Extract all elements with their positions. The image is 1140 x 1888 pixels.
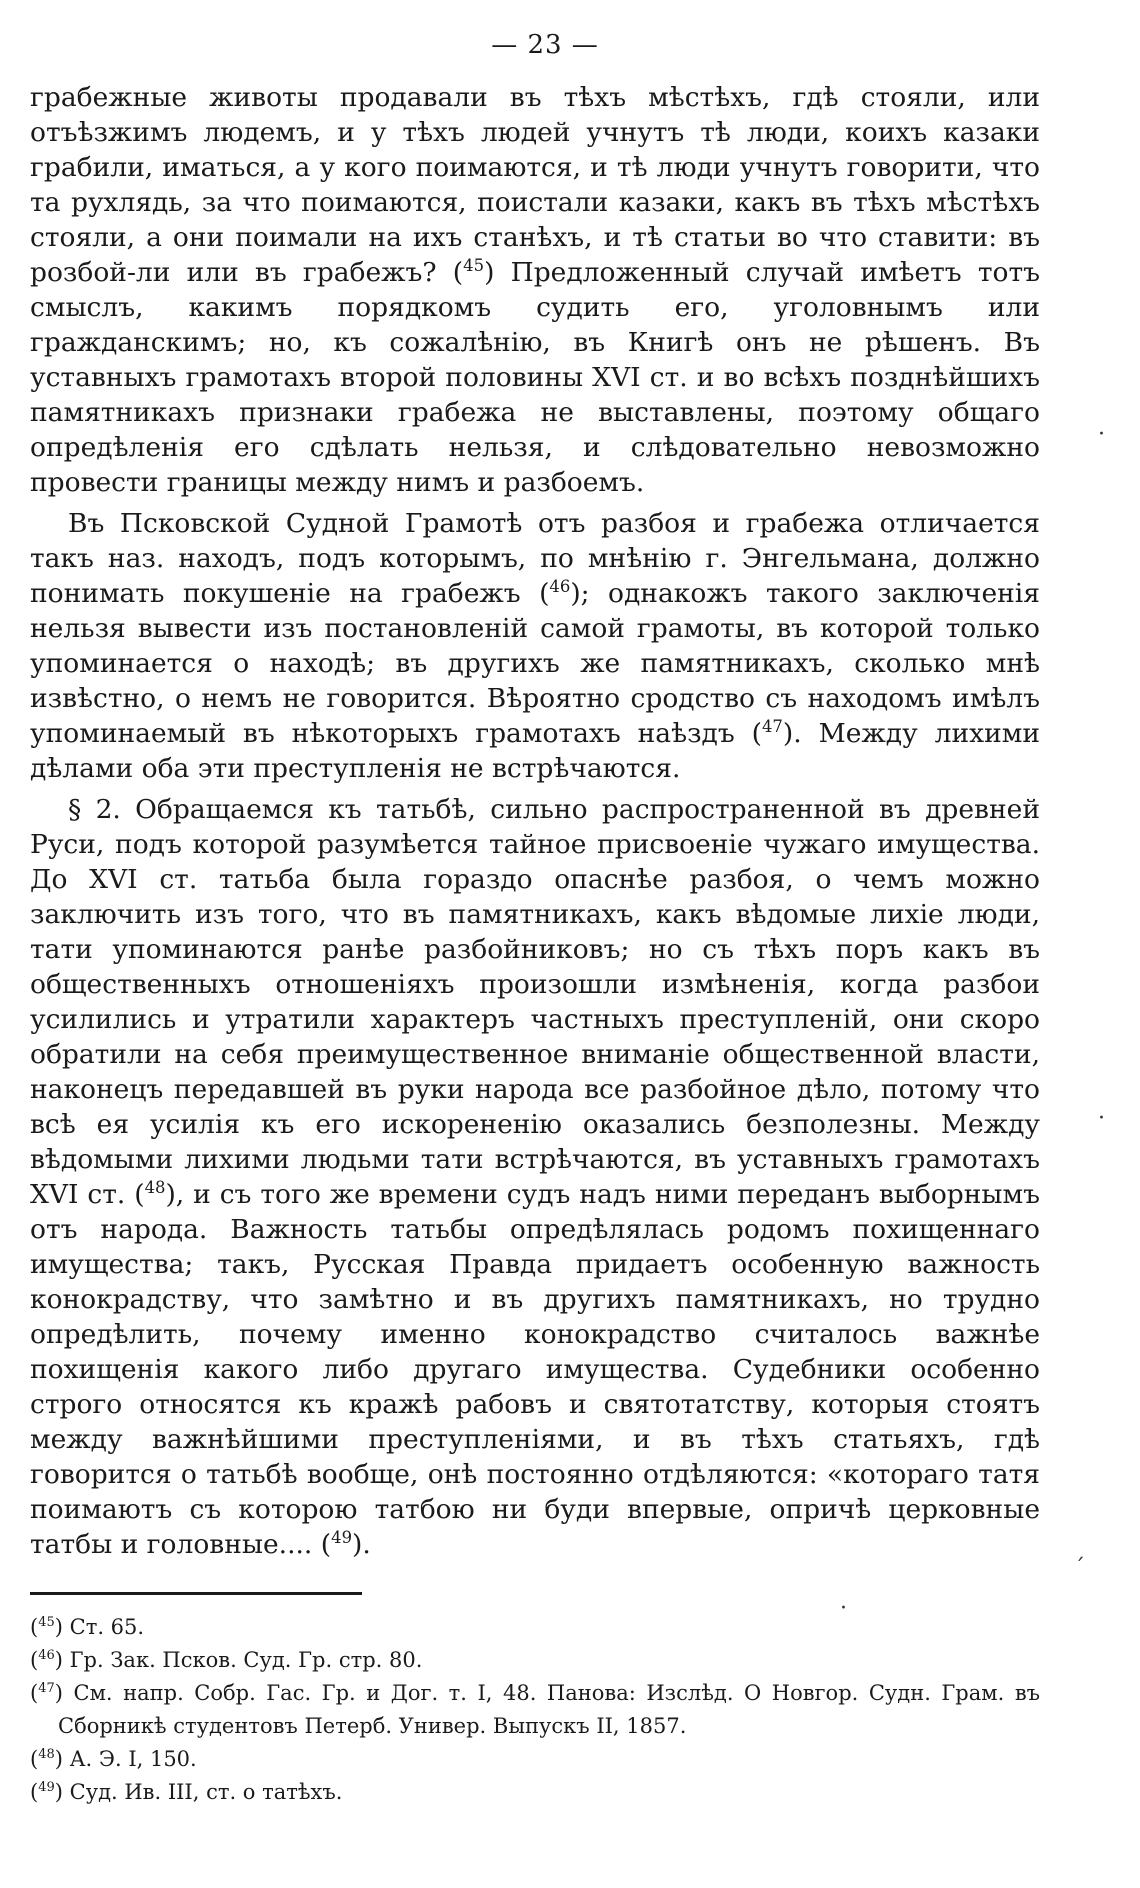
footnote-text: Суд. Ив. III, ст. о татѣхъ.: [69, 1780, 343, 1804]
paragraph-3: [30, 792, 1040, 1562]
footnote-ref-47[interactable]: 47: [761, 717, 783, 737]
body-text: [30, 80, 1040, 1562]
footnote-ref-46[interactable]: 46: [549, 577, 571, 597]
paragraph-2-text-3: ). Между лихими дѣлами оба эти преступленія не встрѣчаются.: [30, 718, 1041, 784]
footnote-text: А. Э. I, 150.: [69, 1747, 197, 1771]
paragraph-1-text-1: грабежные животы продавали въ тѣхъ мѣстѣхъ, гдѣ стояли, или отъѣзжимъ людемъ, и у тѣхъ людей учнутъ тѣ люди, коихъ казаки грабили, иматься, а у кого поимаются, и тѣ люди учнутъ говорити, что та рухлядь, за что поимаются, поистали казаки, какъ въ тѣхъ мѣстѣхъ стояли, а они поимали на ихъ станѣхъ, и тѣ статьи во что ставити: въ розбой-ли или въ грабежъ? (: [30, 82, 1040, 288]
paragraph-3-text-1: § 2. Обращаемся къ татьбѣ, сильно распространенной въ древней Руси, подъ которой разумѣется тайное присвоеніе чужаго имущества. До XVI ст. татьба была гораздо опаснѣе разбоя, о чемъ можно заключить изъ того, что въ памятникахъ, какъ вѣдомые лихіе люди, тати упоминаются ранѣе разбойниковъ; но съ тѣхъ поръ какъ въ общественныхъ отношеніяхъ произошли измѣненія, когда разбои усилились и утратили характеръ частныхъ преступленій, они скоро обратили на себя преимущественное вниманіе общественной власти, наконецъ передавшей въ руки народа все разбойное дѣло, потому что всѣ ея усилія къ его искорененію оказались безполезны. Между вѣдомыми лихими людьми тати встрѣчаются, въ уставныхъ грамотахъ XVI ст. (: [30, 794, 1040, 1210]
paragraph-1-text-2: ) Предложенный случай имѣетъ тотъ смыслъ, какимъ порядкомъ судить его, уголовнымъ или гражданскимъ; но, къ сожалѣнію, въ Книгѣ онъ не рѣшенъ. Въ уставныхъ грамотахъ второй половины XVI ст. и во всѣхъ позднѣйшихъ памятникахъ признаки грабежа не выставлены, поэтому общаго опредѣленія его сдѣлать нельзя, и слѣдовательно невозможно провести границы между нимъ и разбоемъ.: [30, 257, 1040, 498]
margin-speck: ·: [840, 1596, 847, 1621]
footnote-45: ($^{45}$) Ст. 65.: [30, 1615, 145, 1639]
margin-speck: ˊ: [1074, 1556, 1085, 1581]
paragraph-2-text-1: Въ Псковской Судной Грамотѣ отъ разбоя и грабежа отличается такъ наз. находъ, подъ которымъ, по мнѣнію г. Энгельмана, должно понимать покушеніе на грабежъ (: [30, 508, 1040, 609]
footnote-num: 47: [38, 1681, 55, 1696]
paragraph-3-text-3: ).: [352, 1529, 371, 1560]
footnote-num: 49: [38, 1780, 55, 1795]
footnote-ref-48[interactable]: 48: [144, 1178, 166, 1198]
paragraph-2-text-2: ); однакожъ такого заключенія нельзя вывести изъ постановленій самой грамоты, въ которой только упоминается о находѣ; въ другихъ же памятникахъ, сколько мнѣ извѣстно, о немъ не говорится. Вѣроятно сродство съ находомъ имѣлъ упоминаемый въ нѣкоторыхъ грамотахъ наѣздъ (: [30, 578, 1040, 749]
paragraph-3-text-2: ), и съ того же времени судъ надъ ними переданъ выборнымъ отъ народа. Важность татьбы опредѣлялась родомъ похищеннаго имущества; такъ, Русская Правда придаетъ особенную важность конокрадству, что замѣтно и въ другихъ памятникахъ, но трудно опредѣлить, почему именно конокрадство считалось важнѣе похищенія какого либо другаго имущества. Судебники особенно строго относятся къ кражѣ рабовъ и святотатству, которыя стоятъ между важнѣйшими преступленіями, и въ тѣхъ статьяхъ, гдѣ говорится о татьбѣ вообще, онѣ постоянно отдѣляются: «котораго татя поимаютъ съ которою татбою ни буди впервые, опричѣ церковные татбы и головные.... (: [30, 1179, 1040, 1560]
margin-speck: ·: [1098, 422, 1105, 447]
footnotes: [30, 1611, 1040, 1809]
paragraph-1: [30, 80, 1040, 500]
footnote-46: ($^{46}$) Гр. Зак. Псков. Суд. Гр. стр. 80.: [30, 1648, 423, 1672]
footnote-text: Гр. Зак. Псков. Суд. Гр. стр. 80.: [69, 1648, 423, 1672]
paragraph-2: [30, 506, 1040, 786]
page: [30, 22, 1040, 1809]
footnote-num: 45: [38, 1615, 55, 1630]
page-number: — 23 —: [491, 30, 599, 60]
footnote-text: Ст. 65.: [69, 1615, 145, 1639]
footnote-48: ($^{48}$) А. Э. I, 150.: [30, 1747, 197, 1771]
margin-speck: ·: [1098, 1106, 1105, 1131]
footnote-ref-45[interactable]: 45: [463, 256, 485, 276]
footnote-49: ($^{49}$) Суд. Ив. III, ст. о татѣхъ.: [30, 1780, 343, 1804]
footnote-divider: [30, 1592, 362, 1595]
footnote-num: 48: [38, 1747, 55, 1762]
footnote-text: См. напр. Собр. Гас. Гр. и Дог. т. I, 48. Панова: Изслѣд. О Новгор. Судн. Грам. въ Сборникѣ студентовъ Петерб. Универ. Выпускъ II, 1857.: [58, 1681, 1041, 1738]
footnote-ref-49[interactable]: 49: [331, 1528, 353, 1548]
footnote-47: ($^{47}$) См. напр. Собр. Гас. Гр. и Дог. т. I, 48. Панова: Изслѣд. О Новгор. Судн. Грам. въ Сборникѣ студентовъ Петерб. Универ. Выпускъ II, 1857.: [30, 1681, 1041, 1738]
footnote-num: 46: [38, 1648, 55, 1663]
